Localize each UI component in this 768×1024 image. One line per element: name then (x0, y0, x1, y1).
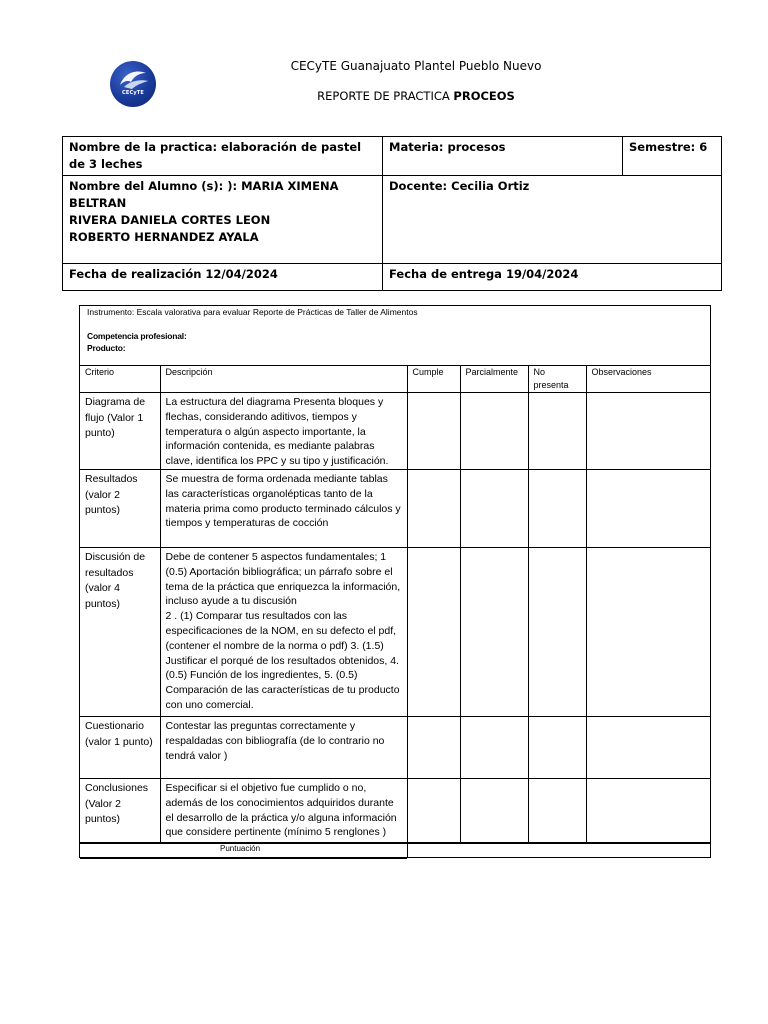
criterion: Diagrama de flujo (Valor 1 punto) (80, 393, 160, 470)
column-header: Criterio (80, 365, 160, 393)
parcialmente-cell[interactable] (460, 470, 528, 548)
rubric-competence: Competencia profesional: (87, 331, 187, 341)
no-presenta-cell[interactable] (528, 779, 586, 843)
cumple-cell[interactable] (407, 393, 460, 470)
description: Se muestra de forma ordenada mediante tablas las características organolépticas tanto de la materia prima como producto terminado cálculos y tiempos y temperaturas de cocción (160, 470, 407, 548)
score-label-cell (80, 844, 408, 858)
rubric-row (80, 779, 711, 843)
cumple-cell[interactable] (407, 779, 460, 843)
observaciones-cell[interactable] (586, 717, 711, 779)
criterion: Cuestionario (valor 1 punto) (80, 717, 160, 779)
parcialmente-cell[interactable] (460, 717, 528, 779)
observaciones-cell[interactable] (586, 779, 711, 843)
score-row (80, 843, 711, 859)
observaciones-cell[interactable] (586, 470, 711, 548)
cumple-cell[interactable] (407, 470, 460, 548)
rubric (79, 305, 711, 858)
report-title-prefix: REPORTE DE PRACTICA (317, 89, 454, 103)
score-underline (80, 857, 407, 859)
column-header: Descripción (160, 365, 407, 393)
rubric-table (80, 365, 711, 843)
students-line-3: ROBERTO HERNANDEZ AYALA (69, 230, 259, 244)
description-part-2: 2 . (1) Comparar tus resultados con las especificaciones de la NOM, en su defecto el pdf, (contener el nombre de la norma o pdf) 3. (1.5) Justificar el porqué de los resultados obtenidos, 4. (0.5) Función de los ingredientes, 5. (0.5) Comparación de las características de tu producto con uno comercial. (165, 610, 400, 711)
rubric-header (80, 306, 710, 366)
logo-text: CECyTE (121, 90, 145, 96)
no-presenta-cell[interactable] (528, 393, 586, 470)
teacher: Docente: Cecilia Ortiz (383, 176, 722, 264)
rubric-product: Producto: (87, 343, 126, 353)
rubric-row (80, 548, 711, 717)
subject: Materia: procesos (383, 137, 623, 176)
column-header: No presenta (528, 365, 586, 393)
rubric-instrument: Instrumento: Escala valorativa para evaluar Reporte de Prácticas de Taller de Alimentos (87, 307, 418, 317)
observaciones-cell[interactable] (586, 393, 711, 470)
practice-info-table (62, 136, 722, 291)
students-line-1: Nombre del Alumno (s): ): MARIA XIMENA BELTRAN (69, 179, 339, 210)
report-title (0, 89, 768, 103)
report-title-subject: PROCEOS (453, 89, 515, 103)
date-delivery: Fecha de entrega 19/04/2024 (383, 264, 722, 291)
rubric-row (80, 470, 711, 548)
cumple-cell[interactable] (407, 548, 460, 717)
description: La estructura del diagrama Presenta bloques y flechas, considerando aditivos, tiempos y temperatura o algún aspecto importante, la información contenida, es mediante palabras clave, identifica los PPC y su tipo y justificación. (160, 393, 407, 470)
description (160, 548, 407, 717)
column-header: Parcialmente (460, 365, 528, 393)
date-done: Fecha de realización 12/04/2024 (63, 264, 383, 291)
score-label: Puntuación (220, 844, 261, 853)
students-line-2: RIVERA DANIELA CORTES LEON (69, 213, 271, 227)
no-presenta-cell[interactable] (528, 548, 586, 717)
school-name: CECyTE Guanajuato Plantel Pueblo Nuevo (290, 59, 542, 73)
column-header: Cumple (407, 365, 460, 393)
rubric-row (80, 393, 711, 470)
practice-name: Nombre de la practica: elaboración de pastel de 3 leches (63, 137, 383, 176)
students (63, 176, 383, 264)
parcialmente-cell[interactable] (460, 779, 528, 843)
observaciones-cell[interactable] (586, 548, 711, 717)
parcialmente-cell[interactable] (460, 548, 528, 717)
criterion: Discusión de resultados (valor 4 puntos) (80, 548, 160, 717)
rubric-row (80, 717, 711, 779)
criterion: Resultados (valor 2 puntos) (80, 470, 160, 548)
description: Especificar si el objetivo fue cumplido o no, además de los conocimientos adquiridos durante el desarrollo de la práctica y/o alguna información que considere pertinente (mínimo 5 renglones ) (160, 779, 407, 843)
parcialmente-cell[interactable] (460, 393, 528, 470)
description: Contestar las preguntas correctamente y respaldadas con bibliografía (de lo contrario no tendrá valor ) (160, 717, 407, 779)
rubric-header-row (80, 365, 711, 393)
criterion: Conclusiones (Valor 2 puntos) (80, 779, 160, 843)
semester: Semestre: 6 (623, 137, 722, 176)
column-header: Observaciones (586, 365, 711, 393)
description-part-1: Debe de contener 5 aspectos fundamentales; 1 (0.5) Aportación bibliográfica; un párrafo sobre el tema de la práctica que enriquezca la información, incluso ayude a tu discusión (165, 551, 401, 608)
no-presenta-cell[interactable] (528, 717, 586, 779)
no-presenta-cell[interactable] (528, 470, 586, 548)
cumple-cell[interactable] (407, 717, 460, 779)
